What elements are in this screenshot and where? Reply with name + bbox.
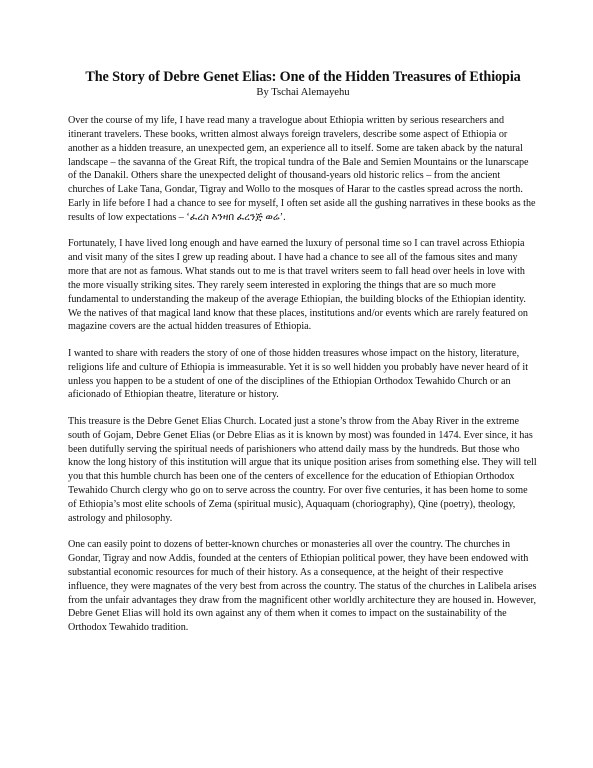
document-author: By Tschai Alemayehu [256,87,350,98]
paragraph-3: I wanted to share with readers the story of one of those hidden treasures whose impact on the history, literature, religions life and culture of Ethiopia is immeasurable. Yet it is so well hidden you probably have never heard of it unless you happen to be a student of one of the disciplines of the Ethiopian Orthodox Tewahido Church or an aficionado of Ethiopian theatre, literature or history. [68,347,529,401]
paragraph-4: This treasure is the Debre Genet Elias Church. Located just a stone’s throw from the Abay River in the extreme south of Gojam, Debre Genet Elias (or Debre Elias as it is known by most) was founded in 1474. Ever since, it has been dutifully serving the spiritual needs of parishioners who attend daily mass by the hundreds. But those who know the long history of this institution will argue that its unique position arises from something else. They will tell you that this humble church has been one of the centers of excellence for the education of Ethiopian Orthodox Tewahido Church clergy who go on to serve across the country. For over five centuries, it has been home to some of Ethiopia’s most elite schools of Zema (spiritual music), Aquaquam (choriography), Qine (poetry), theology, astrology and philosophy. [68,415,537,524]
document-page [68,68,538,648]
document-title: The Story of Debre Genet Elias: One of the Hidden Treasures of Ethiopia [85,69,521,85]
paragraph-2: Fortunately, I have lived long enough and have earned the luxury of personal time so I can travel across Ethiopia and visit many of the sites I grew up reading about. I have had a chance to see all of the famous sites and many more that are not as famous. What stands out to me is that travel writers seem to fall head over heels in love with the more visually striking sites. They rarely seem interested in exploring the things that are so much more fundamental to understanding the makeup of the average Ethiopian, the building blocks of the Ethiopian identity. We the natives of that magical land know that these places, institutions and/or events which are rarely featured on magazine covers are the actual hidden treasures of Ethiopia. [68,238,528,333]
paragraph-5: One can easily point to dozens of better-known churches or monasteries all over the country. The churches in Gondar, Tigray and now Addis, founded at the centers of Ethiopian political power, they have been endowed with substantial economic resources for much of their history. As a consequence, at the height of their respective influence, they were magnates of the very best from across the country. The status of the churches in Lalibela arises from the unfair advantages they draw from the magnificent other worldly architecture they are housed in. However, Debre Genet Elias will hold its own against any of them when it comes to impact on the sustainability of the Orthodox Tewahido tradition. [68,539,537,634]
paragraph-1: Over the course of my life, I have read many a travelogue about Ethiopia written by serious researchers and itinerant travelers. These books, written almost always foreign travelers, describe some aspect of Ethiopia or another as a hidden treasure, an unexpected gem, an experience all to itself. Some are taken aback by the natural landscape – the savanna of the Great Rift, the tropical tundra of the Bale and Semien Mountains or the lunarscape of the Danakil. Others share the unexpected delight of thousand-years old historic relics – from the ancient churches of Lake Tana, Gondar, Tigray and Wollo to the mosques of Harar to the castles spread across the north. Early in life before I had a chance to see for myself, I often set aside all the gushing narratives in these books as the results of low expectations – ‘ፈረስ እንዛበ ፈረንጅ ወሬ’. [68,115,536,223]
